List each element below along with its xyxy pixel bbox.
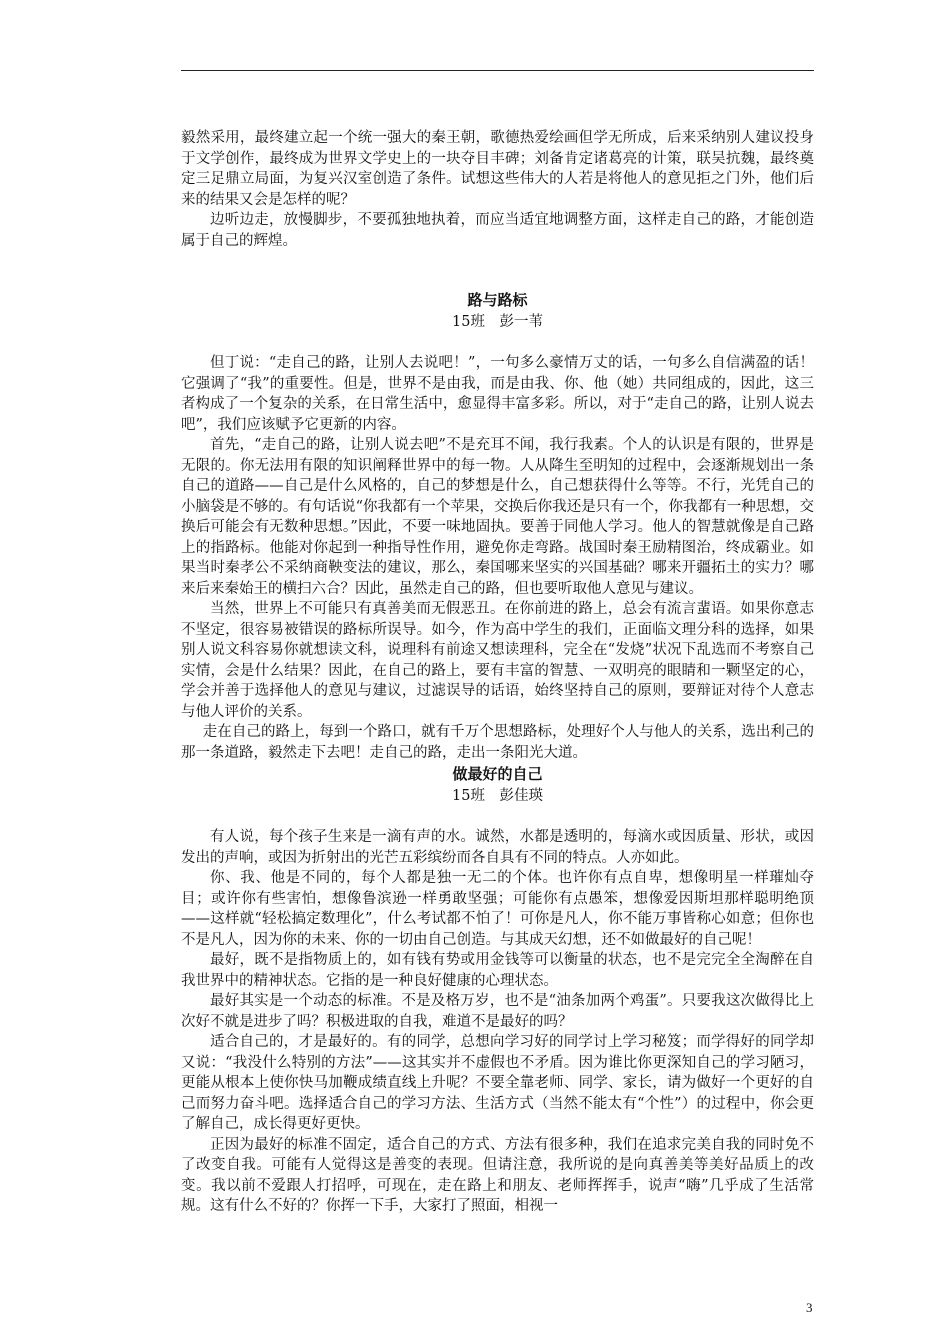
page-body [181,128,814,1217]
essay1-title: 路与路标 [467,291,528,309]
intro-paragraph-1: 毅然采用，最终建立起一个统一强大的秦王朝，歌德热爱绘画但学无所成，后来采纳别人建议投身于文学创作，最终成为世界文学史上的一块夺目丰碑；刘备肯定诸葛亮的计策，联吴抗魏，最终奠定三足鼎立局面，为复兴汉室创造了条件。试想这些伟大的人若是将他人的意见拒之门外，他们后来的结果又会是怎样的呢？ [181,130,814,208]
essay1-paragraph-2: 首先，“走自己的路，让别人说去吧”不是充耳不闻，我行我素。个人的认识是有限的，世界是无限的。你无法用有限的知识阐释世界中的每一物。人从降生至明知的过程中，会逐渐规划出一条自己的道路——自己是什么风格的，自己的梦想是什么，自己想获得什么等等。不行，光凭自己的小脑袋是不够的。有句话说“你我都有一个苹果，交换后你我还是只有一个，你我都有一种思想，交换后可能会有无数种思想。”因此，不要一味地固执。要善于同他人学习。他人的智慧就像是自己路上的指路标。他能对你起到一种指导性作用，避免你走弯路。战国时秦王励精图治，终成霸业。如果当时秦孝公不采纳商鞅变法的建议，那么，秦国哪来坚实的兴国基础？哪来开疆拓土的实力？哪来后来秦始王的横扫六合？因此，虽然走自己的路，但也要听取他人意见与建议。 [181,437,814,597]
intro-paragraph-2: 边听边走，放慢脚步，不要孤独地执着，而应当适宜地调整方面，这样走自己的路，才能创造属于自己的辉煌。 [181,212,814,249]
essay1-paragraph-1: 但丁说：“走自己的路，让别人去说吧！”，一句多么豪情万丈的话，一句多么自信满盈的话！它强调了“我”的重要性。但是，世界不是由我，而是由我、你、他（她）共同组成的，因此，这三者构成了一个复杂的关系，在日常生活中，愈显得丰富多彩。所以，对于“走自己的路，让别人说去吧”，我们应该赋予它更新的内容。 [181,355,814,433]
essay2-paragraph-6: 正因为最好的标准不固定，适合自己的方式、方法有很多种，我们在追求完美自我的同时免不了改变自我。可能有人觉得这是善变的表现。但请注意，我所说的是向真善美等美好品质上的改变。我以前不爱跟人打招呼，可现在，走在路上和朋友、老师挥挥手，说声“嗨”几乎成了生活常规。这有什么不好的？你挥一下手，大家打了照面，相视一 [181,1136,814,1214]
essay2-paragraph-3: 最好，既不是指物质上的，如有钱有势或用金钱等可以衡量的状态，也不是完完全全淘醉在自我世界中的精神状态。它指的是一种良好健康的心理状态。 [181,952,814,989]
essay2-paragraph-1: 有人说，每个孩子生来是一滴有声的水。诚然，水都是透明的，每滴水或因质量、形状，或因发出的声响，或因为折射出的光芒五彩缤纷而各自具有不同的特点。人亦如此。 [181,829,814,866]
essay1-byline: 15班 彭一苇 [452,314,543,330]
essay1-paragraph-3: 当然，世界上不可能只有真善美而无假恶丑。在你前进的路上，总会有流言蜚语。如果你意志不坚定，很容易被错误的路标所误导。如今，作为高中学生的我们，正面临文理分科的选择，如果别人说文科容易你就想读文科，说理科有前途又想读理科，完全在“发烧”状况下乱选而不考察自己实情，会是什么结果？因此，在自己的路上，要有丰富的智慧、一双明亮的眼睛和一颗坚定的心，学会并善于选择他人的意见与建议，过滤误导的话语，始终坚持自己的原则，要辩证对待个人意志与他人评价的关系。 [181,601,814,720]
essay2-paragraph-4: 最好其实是一个动态的标准。不是及格万岁，也不是“油条加两个鸡蛋”。只要我这次做得比上次好不就是进步了吗？积极进取的自我，难道不是最好的吗？ [181,993,814,1030]
essay2-paragraph-2: 你、我、他是不同的，每个人都是独一无二的个体。也许你有点自卑，想像明星一样璀灿夺目；或许你有些害怕，想像鲁滨逊一样勇敢坚强；可能你有点愚笨，想像爱因斯坦那样聪明绝顶——这样就“轻松搞定数理化”，什么考试都不怕了！可你是凡人，你不能万事皆称心如意；但你也不是凡人，因为你的未来、你的一切由自己创造。与其成天幻想，还不如做最好的自己呢！ [181,870,814,948]
page-number: 3 [806,1300,813,1315]
essay1-paragraph-4: 走在自己的路上，每到一个路口，就有千万个思想路标，处理好个人与他人的关系，选出利己的那一条道路，毅然走下去吧！走自己的路，走出一条阳光大道。 [181,724,814,761]
essay2-title: 做最好的自己 [452,765,543,783]
essay2-paragraph-5: 适合自己的，才是最好的。有的同学，总想向学习好的同学讨上学习秘笈；而学得好的同学却又说：“我没什么特别的方法”——这其实并不虚假也不矛盾。因为谁比你更深知自己的学习陋习，更能从根本上使你快马加鞭成绩直线上升呢？不要全靠老师、同学、家长，请为做好一个更好的自己而努力奋斗吧。选择适合自己的学习方法、生活方式（当然不能太有“个性”）的过程中，你会更了解自己，成长得更好更快。 [181,1034,814,1132]
essay2-byline: 15班 彭佳瑛 [452,788,543,804]
header-rule [181,70,814,71]
